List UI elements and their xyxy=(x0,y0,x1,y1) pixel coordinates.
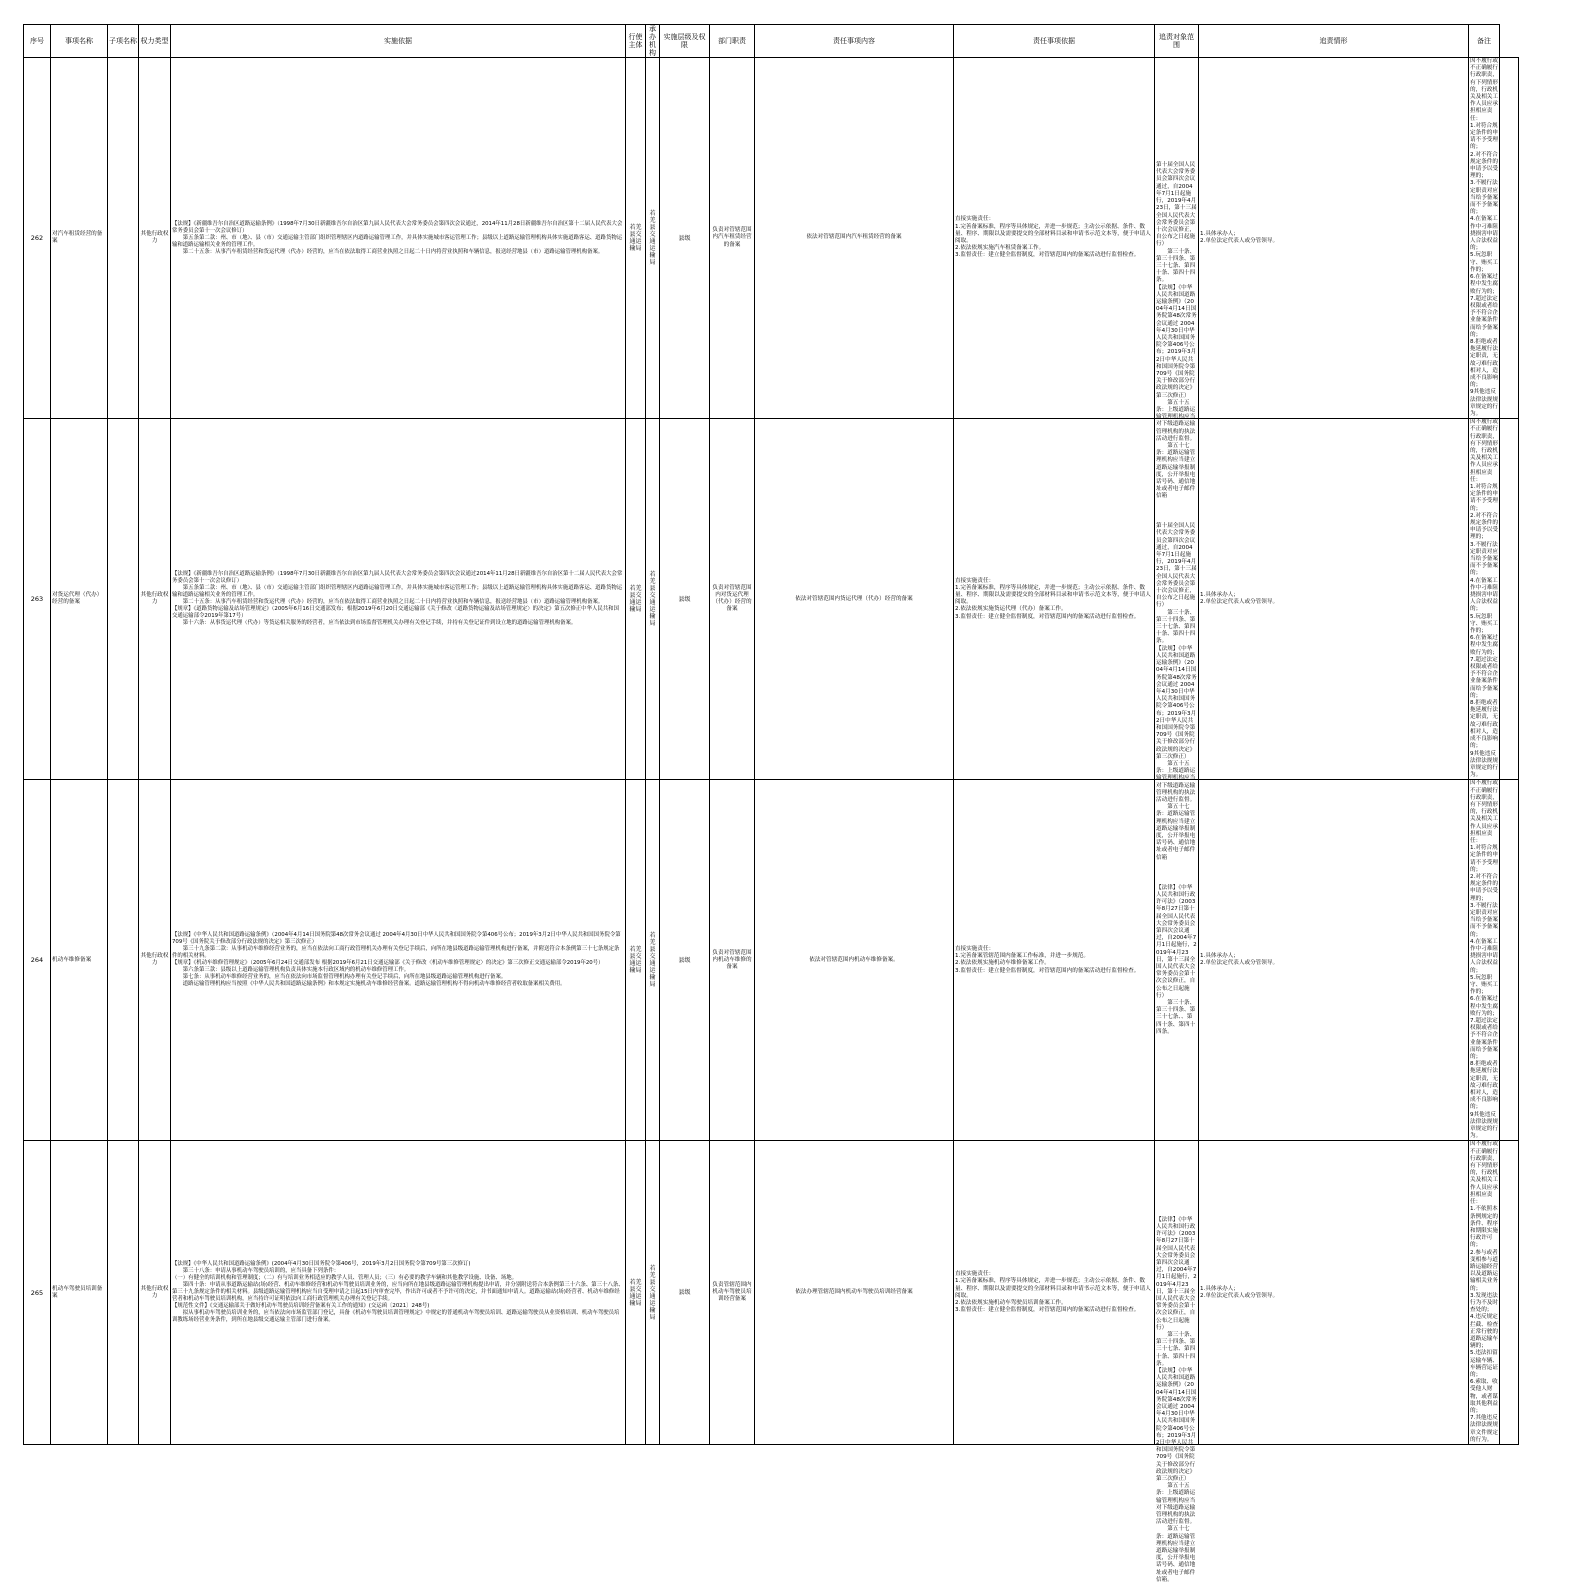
cell-basis-text: 【法规】《新疆维吾尔自治区道路运输条例》（1998年7月30日新疆维吾尔自治区第九届人民代表大会常务委员会第四次会议通过2014年11月28日新疆维吾尔自治区第十二届人民代表大会常务委员会第十一次会议修订） 第五条第二款：州、市（地）、县（市）交通运输主管部门组织管理辖区内道路运输管理工作，并具体实施城市客运管理工作；县级以上道路运输管理机构具体实施道路客运、道路货物运输和道路运输相关业务的管理工作。 第二十五条：从事汽车租赁经营和货运代理（代办）经营的，应当在依法取得工商营业执照之日起二十日内将营业执照和车辆信息，报送经营地县（市）道路运输管理机构备案。 【规章】《道路货物运输及站场管理规定》（2005年6月16日交通部发布；根据2019年6月20日交通运输部《关于修改〈道路货物运输及站场管理规定〉的决定》第五次修正中华人民共和国交通运输部令2019年第17号） 第十六条：从事货运代理（代办）等货运相关服务的经营者，应当依法到市场监督管理机关办理有关登记手续，并持有关登记证件到设立地的道路运输管理机构备案。 xyxy=(172,571,623,627)
cell-target: 1.具体承办人； 2.单位法定代表人或分管领导。 xyxy=(1199,58,1469,419)
cell-name: 机动车维修备案 xyxy=(51,780,108,1141)
cell-level: 县级 xyxy=(660,58,710,419)
header-cell-situations: 追责情形 xyxy=(1199,25,1469,58)
cell-sub xyxy=(108,780,139,1141)
cell-resp-basis-text: 第十届全国人民代表大会常务委员会第四次会议通过，自2004年7月1日起施行，2019年4月23日，第十三届全国人民代表大会常务委员会第十次会议修正，自公布之日起施行） 第三十条、第三十四条、第三十七条、第四十条、第四十四条。 【法规】《中华人民共和国道路运输条例》（2004年4月14日国务院第48次常务会议通过 2004年4月30日中华人民共和国国务院令第406号公布；2019年3月2日中华人民共和国国务院令第709号《国务院关于修改部分行政法规的决定》第三次修正） 第五十五条：上级道路运输管理机构应当对下级道路运输管理机构的执法活动进行监督。 第五十七条：道路运输管理机构应当建立道路运输举报制度，公开举报电话号码、通信地址或者电子邮件信箱 xyxy=(1156,523,1197,861)
cell-basis xyxy=(171,1141,626,1445)
cell-subject: 若羌县交通运输局 xyxy=(626,419,646,780)
cell-org: 若羌县交通运输局 xyxy=(646,58,660,419)
table-body xyxy=(24,58,1519,1583)
cell-basis xyxy=(171,780,626,1141)
cell-type: 其他行政权力 xyxy=(139,58,171,419)
cell-basis xyxy=(171,419,626,780)
cell-target: 1.具体承办人； 2.单位法定代表人或分管领导。 xyxy=(1199,1141,1469,1445)
cell-type: 其他行政权力 xyxy=(139,419,171,780)
cell-level: 县级 xyxy=(660,780,710,1141)
cell-content: 直接实施责任： 1.完善备案管辖范围内备案工作标准，并进一步规范。 2.依法依规实施机动车维修备案工作。 3.监督责任：建立健全监督制度，对管辖范围内的备案活动进行监督检查。 xyxy=(954,780,1155,1141)
cell-scope: 负责对管辖范围内汽车租赁经营的备案 xyxy=(710,58,755,419)
cell-target: 1.具体承办人； 2.单位法定代表人或分管领导。 xyxy=(1199,419,1469,780)
header-cell-type: 权力类型 xyxy=(139,25,171,58)
cell-name: 对汽车租赁经营的备案 xyxy=(51,58,108,419)
header-cell-duty: 部门职责 xyxy=(710,25,755,58)
cell-basis-text: 【法规】《中华人民共和国道路运输条例》（2004年4月14日国务院第48次常务会议通过 2004年4月30日中华人民共和国国务院令第406号公布；2019年3月2日中华人民共和国国务院令第709号《国务院关于修改部分行政法规的决定》第三次修正） 第三十九条第二款：从事机动车维修经营业务的，应当在依法向工商行政管理机关办理有关登记手续后，向所在地县级道路运输管理机构进行备案，并附送符合本条例第三十七条规定条件的相关材料。 【规章】《机动车维修管理规定》（2005年6月24日交通部发布 根据2019年6月21日交通运输部《关于修改〈机动车维修管理规定〉的决定》第三次修正交通运输部令2019年20号） 第六条第三款：县级以上道路运输管理机构负责具体实施本行政区域内的机动车维修管理工作。 第七条：从事机动车维修经营业务的，应当在依法向市场监督管理机构办理有关登记手续后，向所在地县级道路运输管理机构进行备案。 道路运输管理机构应当按照《中华人民共和国道路运输条例》和本规定实施机动车维修经营备案。道路运输管理机构不得向机动车维修经营者收取备案相关费用。 xyxy=(172,932,621,988)
header-cell-basis: 实施依据 xyxy=(171,25,626,58)
cell-note xyxy=(1500,1141,1519,1445)
header-cell-sub: 子项名称 xyxy=(108,25,139,58)
table-header xyxy=(24,25,1519,58)
cell-type: 其他行政权力 xyxy=(139,780,171,1141)
header-cell-name: 事项名称 xyxy=(51,25,108,58)
table-row xyxy=(24,419,1519,780)
cell-level: 县级 xyxy=(660,419,710,780)
header-cell-resp-basis: 责任事项依据 xyxy=(954,25,1155,58)
header-cell-no: 序号 xyxy=(24,25,51,58)
cell-duty: 依法对管辖范围内汽车租赁经营的备案 xyxy=(755,58,954,419)
cell-sub xyxy=(108,1141,139,1445)
header-cell-content: 责任事项内容 xyxy=(755,25,954,58)
cell-basis-text: 【法规】《新疆维吾尔自治区道路运输条例》（1998年7月30日新疆维吾尔自治区第九届人民代表大会常务委员会第四次会议通过，2014年11月28日新疆维吾尔自治区第十二届人民代表大会常务委员会第十一次会议修订） 第五条第二款：州、市（地）、县（市）交通运输主管部门组织管理辖区内道路运输管理工作，并具体实施城市客运管理工作；县级以上道路运输管理机构具体实施道路客运、道路货物运输和道路运输相关业务的管理工作。 第二十五条：从事汽车租赁经营和货运代理（代办）经营的，应当在依法取得工商营业执照之日起二十日内将营业执照和车辆信息，报送经营地县（市）道路运输管理机构备案。 xyxy=(172,220,623,255)
cell-org: 若羌县交通运输局 xyxy=(646,419,660,780)
cell-scope: 负责对管辖范围内机动车维修的备案 xyxy=(710,780,755,1141)
cell-basis-text: 【法规】《中华人民共和国道路运输条例》(2004年4月30日国务院令第406号，2019年3月2日国务院令第709号第三次修订) 第三十八条：申请从事机动车驾驶员培训的，应当具备下列条件： （一）有健全的培训机构和管理制度；（二）有与培训业务相适应的教学人员、管理人员；（三）有必要的教学车辆和其他教学设施、设备、场地。 第四十条：申请从事道路运输站(场)经营、机动车维修经营和机动车驾驶员培训业务的，应当向所在地县级道路运输管理机构提出申请，并分别附送符合本条例第三十六条、第三十八条、第三十九条规定条件的相关材料。县级道路运输管理机构应当自受理申请之日起15日内审查完毕，作出许可或者不予许可的决定，并书面通知申请人。道路运输站(场)经营者、机动车维修经营者和机动车驾驶员培训机构，应当持许可证明依法向工商行政管理机关办理有关登记手续。 【规范性文件】《交通运输部关于做好机动车驾驶员培训经营备案有关工作的通知》(交运函〔2021〕248号) 拟从事机动车驾驶员培训业务的，应当依法向市场监管部门登记，具备《机动车驾驶员培训管理规定》中规定的普通机动车驾驶员培训、道路运输驾驶员从业资格培训、机动车驾驶员培训教练场经营业务条件，到所在地县级交通运输主管部门进行备案。 xyxy=(172,1261,624,1324)
cell-target: 1.具体承办人； 2.单位法定代表人或分管领导。 xyxy=(1199,780,1469,1141)
cell-duty: 依法对管辖范围内货运代理（代办）经营的备案 xyxy=(755,419,954,780)
cell-duty: 依法办理管辖范围内机动车驾驶员培训经营备案 xyxy=(755,1141,954,1445)
cell-resp-basis xyxy=(1155,1141,1199,1583)
cell-note xyxy=(1500,419,1519,780)
cell-org: 若羌县交通运输局 xyxy=(646,780,660,1141)
header-row xyxy=(24,25,1519,58)
cell-situations: 因不履行或不正确履行行政职责，有下列情形的，行政机关及相关工作人员应承担相应责任： 1.对符合规定条件的申请不予受理的； 2.对不符合规定条件的申请予以受理的； 3.不履行法定职责对应当给予备案而不予备案的； 4.在备案工作中刁难阻挠损害申请人合法权益的； 5.玩忽职守、贿买工作的； 6.在备案过程中发生腐败行为的； 7.超过法定权限或者给予不符合企业备案条件而给予备案的； 8.拒绝或者拖延履行法定职责，无故刁难行政相对人，造成不良影响的； 9其他违反法律法规规章规定的行为。 xyxy=(1470,419,1498,779)
cell-name: 对货运代理（代办）经营的备案 xyxy=(51,419,108,780)
cell-sub xyxy=(108,58,139,419)
cell-content: 直接实施责任： 1.完善备案标准，程序等具体规定，并进一步规范；主动公示依据、条件、数量、程序、期限以及需要提交的全部材料目录和申请书示范文本等，便于申请人阅取。 2.依法依规实施汽车租赁备案工作。 3.监督责任：建立健全监督制度，对管辖范围内的备案活动进行监督检查。 xyxy=(954,58,1155,419)
cell-type: 其他行政权力 xyxy=(139,1141,171,1445)
cell-resp-basis-text: 第十届全国人民代表大会常务委员会第四次会议通过，自2004年7月1日起施行，2019年4月23日，第十三届全国人民代表大会常务委员会第十次会议修正，自公布之日起施行） 第三十条、第三十四条、第三十七条、第四十条、第四十四条。 【法规】《中华人民共和国道路运输条例》（2004年4月14日国务院第48次常务会议通过 2004年4月30日中华人民共和国国务院令第406号公布；2019年3月2日中华人民共和国国务院令第709号《国务院关于修改部分行政法规的决定》第三次修正） 第五十五条：上级道路运输管理机构应当对下级道路运输管理机构的执法活动进行监督。 第五十七条：道路运输管理机构应当建立道路运输举报制度，公开举报电话号码、通信地址或者电子邮件信箱 xyxy=(1156,162,1197,500)
cell-basis xyxy=(171,58,626,419)
cell-name: 机动车驾驶员培训备案 xyxy=(51,1141,108,1445)
cell-situations: 因不履行或不正确履行行政职责，有下列情形的，行政机关及相关工作人员应承担相应责任： 1.对符合规定条件的申请不予受理的； 2.对不符合规定条件的申请予以受理的； 3.不履行法定职责对应当给予备案而不予备案的； 4.在备案工作中刁难阻挠损害申请人合法权益的； 5.玩忽职守、贿买工作的； 6.在备案过程中发生腐败行为的； 7.超过法定权限或者给予不符合企业备案条件而给予备案的； 8.拒绝或者拖延履行法定职责，无故刁难行政相对人，造成不良影响的； 9其他违反法律法规规章规定的行为。 xyxy=(1470,780,1498,1140)
table-row xyxy=(24,1141,1519,1445)
cell-resp-basis-text: 【法律】《中华人民共和国行政许可法》（2003年8月27日第十届全国人民代表大会常务委员会第四次会议通过，自2004年7月1日起施行，2019年4月23日，第十三届全国人民代表大会常务委员会第十次会议修正，自公布之日起施行） 第三十条、第三十四条、第三十七条、第四十条、第四十四条。 【法规】《中华人民共和国道路运输条例》（2004年4月14日国务院第48次常务会议通过 2004年4月30日中华人民共和国国务院令第406号公布；2019年3月2日中华人民共和国国务院令第709号《国务院关于修改部分行政法规的决定》第三次修正） 第五十五条：上级道路运输管理机构应当对下级道路运输管理机构的执法活动进行监督。 第五十七条：道路运输管理机构应当建立道路运输举报制度，公开举报电话号码、通信地址或者电子邮件信箱。 xyxy=(1156,1216,1197,1583)
cell-note xyxy=(1500,780,1519,1141)
cell-content: 直接实施责任： 1.完善备案标准，程序等具体规定，并进一步规范；主动公示依据、条件、数量、程序、期限以及需要提交的全部材料目录和申请书示范文本等，便于申请人阅取。 2.依法依规实施机动车驾驶员培训备案工作。 3.监督责任：建立健全监督制度，对管辖范围内的备案活动进行监督检查。 xyxy=(954,1141,1155,1445)
table-row xyxy=(24,780,1519,1141)
cell-subject: 若羌县交通运输局 xyxy=(626,1141,646,1445)
cell-subject: 若羌县交通运输局 xyxy=(626,780,646,1141)
header-cell-org: 承办机构 xyxy=(646,25,660,58)
cell-resp-basis-text: 【法律】《中华人民共和国行政许可法》（2003年8月27日第十届全国人民代表大会常务委员会第四次会议通过，自2004年7月1日起施行，2019年4月23日，第十三届全国人民代表大会常务委员会第十次会议修正，自公布之日起施行） 第三十条、第三十四条、第三十七条、、第四十条、第四十四条。 xyxy=(1156,884,1197,1035)
header-cell-level: 实施层级及权限 xyxy=(660,25,710,58)
cell-subject: 若羌县交通运输局 xyxy=(626,58,646,419)
header-cell-subject: 行使主体 xyxy=(626,25,646,58)
cell-resp-basis xyxy=(1155,58,1199,500)
cell-org: 若羌县交通运输局 xyxy=(646,1141,660,1445)
cell-level: 县级 xyxy=(660,1141,710,1445)
cell-sub xyxy=(108,419,139,780)
cell-situations: 因不履行或不正确履行行政职责，有下列情形的，行政机关及相关工作人员应承担相应责任： 1.对符合规定条件的申请不予受理的； 2.对不符合规定条件的申请予以受理的； 3.不履行法定职责对应当给予备案而不予备案的； 4.在备案工作中刁难阻挠损害申请人合法权益的； 5.玩忽职守、贿买工作的； 6.在备案过程中发生腐败行为的； 7.超过法定权限或者给予不符合企业备案条件而给予备案的； 8.拒绝或者拖延履行法定职责，无故刁难行政相对人，造成不良影响的； 9其他违反法律法规规章规定的行为。 xyxy=(1470,58,1498,417)
cell-situations: 因不履行或不正确履行行政职责，有下列情形的，行政机关及相关工作人员应承担相应责任： 1.不依照本条例规定的条件、程序和期限实施行政许可的； 2.参与或者变相参与道路运输经营以及道路运输相关业务的； 3.发现违法行为不及时查处的； 4.违反规定拦截、检查正常行驶的道路运输车辆的； 5.违法扣留运输车辆、车辆营运证的； 6.索取、收受他人财物，或者谋取其他利益的； 7.其他违反法律法规规章文件规定的行为。 xyxy=(1470,1141,1498,1443)
cell-no: 264 xyxy=(24,780,51,1141)
cell-duty: 依法对管辖范围内机动车维修备案。 xyxy=(755,780,954,1141)
cell-scope: 负责管辖范围内机动车驾驶员培训经营备案 xyxy=(710,1141,755,1445)
cell-content: 直接实施责任： 1.完善备案标准，程序等具体规定，并进一步规范；主动公示依据、条件、数量、程序、期限以及需要提交的全部材料目录和申请书示范文本等，便于申请人阅取。 2.依法依规实施货运代理（代办）备案工作。 3.监督责任：建立健全监督制度，对管辖范围内的备案活动进行监督检查。 xyxy=(954,419,1155,780)
cell-note xyxy=(1500,58,1519,419)
cell-no: 262 xyxy=(24,58,51,419)
responsibility-table xyxy=(23,24,1519,1583)
cell-no: 263 xyxy=(24,419,51,780)
cell-scope: 负责对管辖范围内对货运代理（代办）经营的备案 xyxy=(710,419,755,780)
table-row xyxy=(24,58,1519,419)
cell-no: 265 xyxy=(24,1141,51,1445)
header-cell-target: 追责对象范围 xyxy=(1155,25,1199,58)
header-cell-note: 备注 xyxy=(1469,25,1500,58)
